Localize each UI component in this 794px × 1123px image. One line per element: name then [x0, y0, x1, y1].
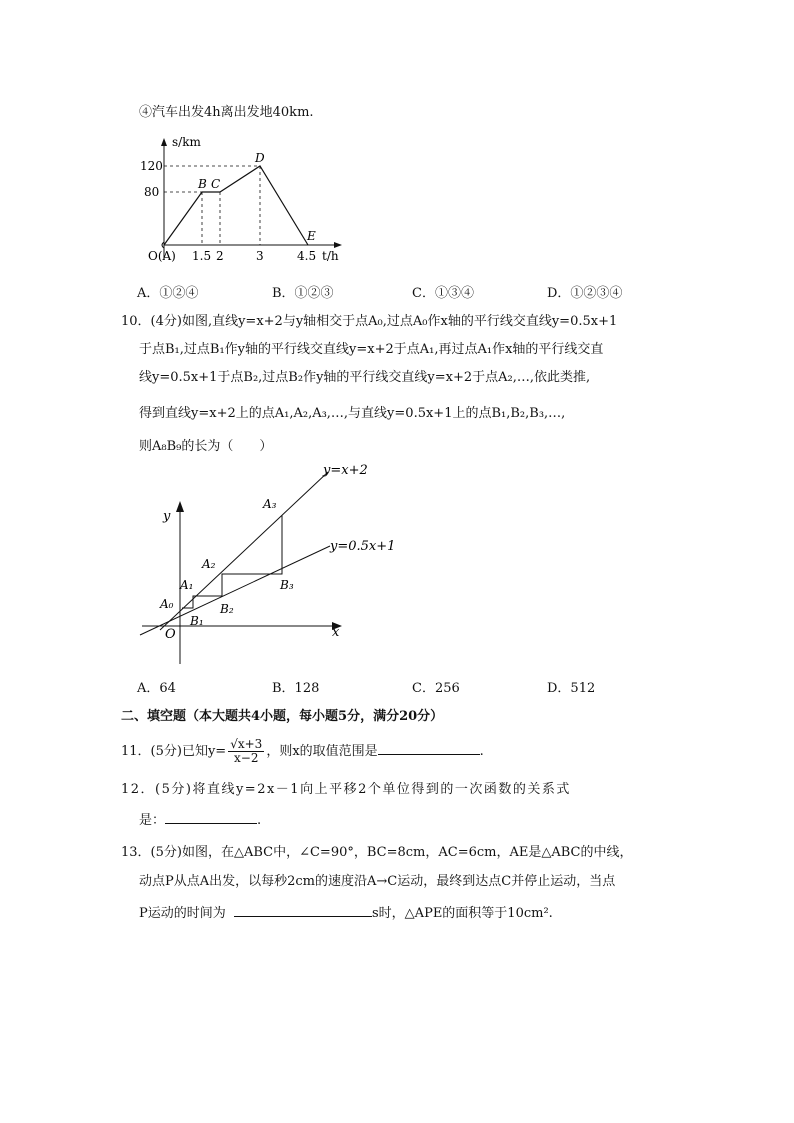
q10-line-5: 则A₈B₉的长为（ ）: [139, 439, 273, 454]
q12-line-2: [139, 811, 261, 830]
graph2-label-A3: A₃: [263, 497, 277, 511]
graph1-origin-label: O(A): [148, 249, 176, 263]
q11-numerator: √x+3: [230, 737, 263, 751]
q13-line-3: [139, 904, 553, 923]
q12-answer-blank[interactable]: [165, 811, 257, 824]
graph1-x-tick-4-5: 4.5: [297, 249, 317, 263]
q9-statement-4: ④汽车出发4h离出发地40km.: [139, 105, 314, 120]
graph1-x-tick-2: 2: [216, 249, 224, 263]
graph2-label-B1: B₁: [190, 614, 204, 628]
q10-line-4: 得到直线y=x+2上的点A₁,A₂,A₃,…,与直线y=0.5x+1上的点B₁,B₂,B₃,…,: [139, 406, 566, 421]
q13-line-2: 动点P从点A出发，以每秒2cm的速度沿A→C运动，最终到达点C并停止运动，当点: [139, 874, 616, 889]
q11: [121, 738, 484, 766]
q13-line-3-suffix: s时，△APE的面积等于10cm².: [372, 906, 553, 921]
q11-denominator: x−2: [234, 751, 259, 765]
graph1-path: [164, 166, 308, 245]
graph2-label-A2: A₂: [202, 557, 216, 571]
q9-option-a[interactable]: A．①②④: [137, 286, 199, 301]
q13-line-1: 13．(5分)如图，在△ABC中，∠C=90°，BC=8cm，AC=6cm，AE是△ABC的中线，: [121, 845, 633, 860]
q12-line-1: 12．(5分)将直线y=2x－1向上平移2个单位得到的一次函数的关系式: [121, 782, 571, 797]
q12-line-2-prefix: 是：: [139, 813, 166, 828]
graph1-y-arrow: [161, 138, 167, 146]
distance-time-graph: [140, 132, 355, 267]
q10-line-3: 线y=0.5x+1于点B₂,过点B₂作y轴的平行线交直线y=x+2于点A₂,…,依此类推,: [139, 370, 591, 385]
q11-end: .: [479, 744, 484, 759]
q13-line-3-prefix: P运动的时间为: [139, 906, 226, 921]
graph2-label-B3: B₃: [280, 578, 294, 592]
graph2-label-origin: O: [165, 627, 176, 642]
lines-staircase-graph: [130, 458, 410, 668]
graph1-x-arrow: [334, 242, 342, 248]
q10-option-d[interactable]: D．512: [547, 681, 596, 696]
q11-fraction: [228, 738, 264, 765]
graph2-label-B2: B₂: [220, 602, 234, 616]
graph1-x-label: t/h: [322, 249, 339, 263]
graph2-label-y: y: [163, 509, 171, 524]
graph2-label-line2: y=0.5x+1: [330, 539, 396, 554]
q10-option-c[interactable]: C．256: [412, 681, 460, 696]
graph1-point-B: B: [198, 177, 207, 191]
q9-option-d[interactable]: D．①②③④: [547, 286, 623, 301]
q10-line-1: 10．(4分)如图,直线y=x+2与y轴相交于点A₀,过点A₀作x轴的平行线交直线y=0.5x+1: [121, 314, 618, 329]
graph2-label-x: x: [332, 625, 340, 640]
q10-option-a[interactable]: A．64: [137, 681, 176, 696]
graph2-label-line1: y=x+2: [323, 463, 368, 478]
section-2-heading: 二、填空题（本大题共4小题，每小题5分，满分20分）: [121, 709, 444, 724]
graph1-point-C: C: [211, 177, 221, 191]
q11-answer-blank[interactable]: [378, 742, 480, 755]
q10-line-2: 于点B₁,过点B₁作y轴的平行线交直线y=x+2于点A₁,再过点A₁作x轴的平行线交直: [139, 342, 604, 357]
graph1-point-D: D: [255, 151, 265, 165]
graph1-point-E: E: [307, 229, 316, 243]
graph2-y-arrow: [176, 501, 184, 512]
q9-option-c[interactable]: C．①③④: [412, 286, 474, 301]
graph2-line-x-plus-2: [160, 472, 328, 630]
q9-option-b[interactable]: B．①②③: [272, 286, 334, 301]
graph1-y-label: s/km: [172, 135, 201, 149]
graph2-label-A1: A₁: [180, 578, 194, 592]
graph1-x-tick-1-5: 1.5: [192, 249, 212, 263]
graph1-x-tick-3: 3: [256, 249, 264, 263]
q13-answer-blank[interactable]: [234, 904, 372, 917]
graph1-y-tick-80: 80: [144, 185, 160, 199]
q11-prefix: 11．(5分)已知y=: [121, 744, 227, 759]
graph2-label-A0: A₀: [160, 597, 174, 611]
graph1-y-tick-120: 120: [140, 159, 163, 173]
q11-suffix: ，则x的取值范围是: [266, 744, 378, 759]
q12-end: .: [257, 813, 262, 828]
q10-option-b[interactable]: B．128: [272, 681, 320, 696]
